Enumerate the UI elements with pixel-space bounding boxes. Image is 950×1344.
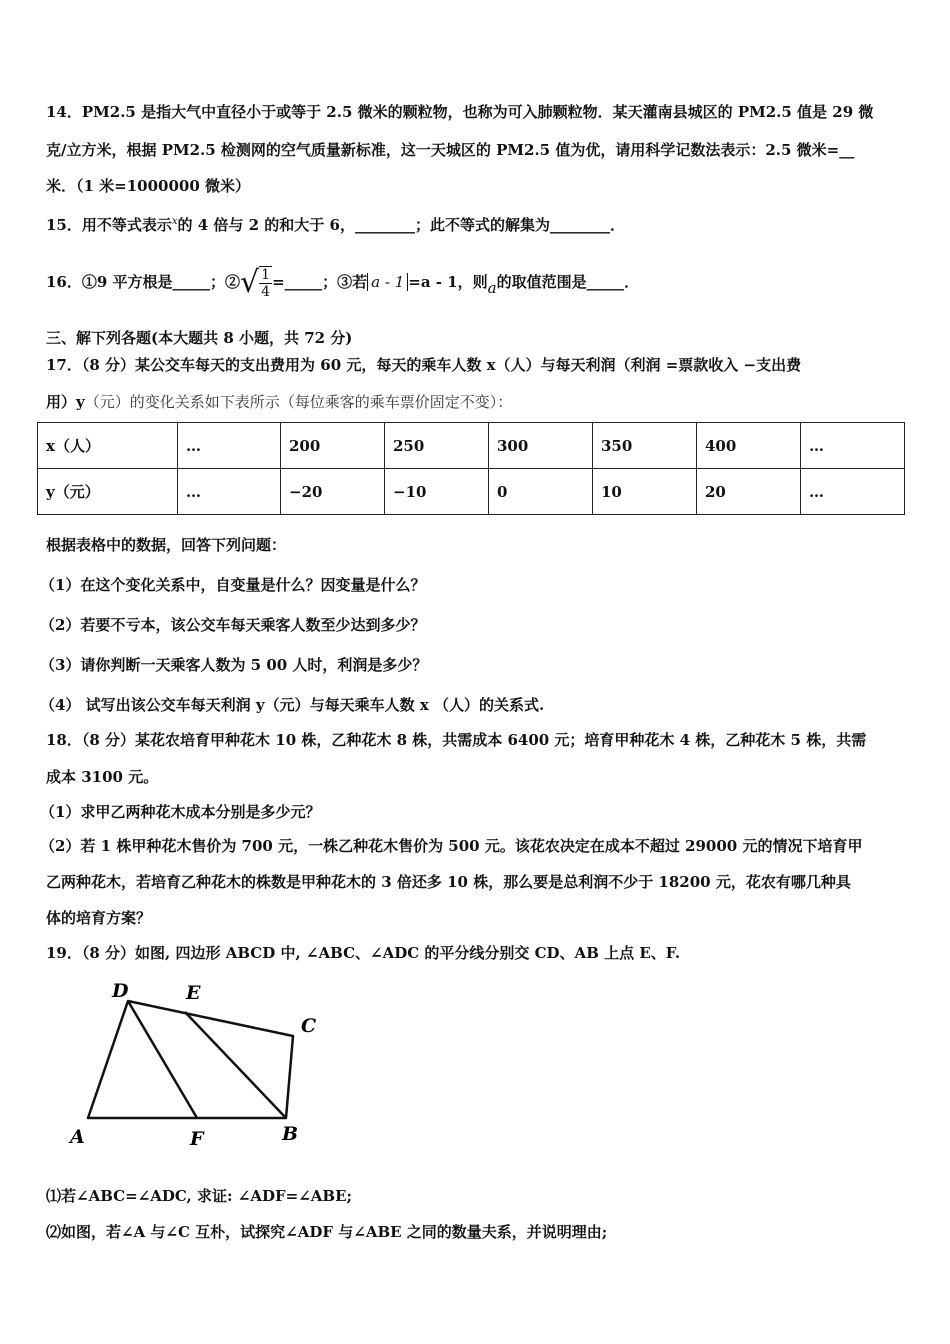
q15 [46, 212, 625, 235]
q15-part1: 15．用不等式表示 [46, 216, 172, 234]
label-f: F [190, 1128, 204, 1150]
q19-sub2: ⑵如图，若∠A 与∠C 互朴，试探究∠ADF 与∠ABE 之同的数量夫系，并说明理由; [46, 1223, 608, 1241]
q16-part3: =a - 1，则 [408, 273, 488, 291]
q17-sub1: （1）在这个变化关系中，自变量是什么？因变量是什么？ [40, 576, 426, 594]
q14-line2: 克/立方米，根据 PM2.5 检测网的空气质量新标准，这一天城区的 PM2.5 值为优，请用科学记数法表示：2.5 微米=__ [46, 141, 855, 159]
q17-sub2: （2）若要不亏本，该公交车每天乘客人数至少达到多少？ [40, 616, 426, 634]
q14-line1: 14．PM2.5 是指大气中直径小于或等于 2.5 微米的颗粒物，也称为可入肺颗粒物．某天灌南县城区的 PM2.5 值是 29 微 [46, 103, 874, 121]
q16 [46, 266, 639, 304]
q18-sub2c: 体的培育方案？ [46, 909, 152, 927]
label-c: C [301, 1015, 317, 1037]
q16-part2: =_____；③若 [272, 273, 368, 291]
section-heading: 三、解下列各题(本大题共 8 小题，共 72 分) [46, 329, 353, 347]
abs-expr: a - 1 [367, 273, 408, 291]
label-d: D [112, 980, 129, 1002]
q18-sub1: （1）求甲乙两种花木成本分别是多少元？ [40, 803, 321, 821]
q16-var: a [487, 279, 497, 297]
label-e: E [186, 982, 201, 1004]
q16-part4: 的取值范围是_____． [496, 273, 640, 291]
q16-part1: 16．①9 平方根是_____；② [46, 273, 241, 291]
q18-line1: 18．（8 分）某花农培育甲种花木 10 株，乙种花木 8 株，共需成本 6400 元；培育甲种花木 4 株，乙种花木 5 株，共需 [46, 731, 867, 749]
q14-line3: 米．（1 米=1000000 微米） [46, 177, 251, 195]
data-table [37, 422, 905, 515]
q18-sub2b: 乙两种花木，若培育乙种花木的株数是甲种花木的 3 倍还多 10 株，那么要是总利润不少于 18200 元，花农有哪几种具 [46, 873, 851, 891]
q17-sub4: （4） 试写出该公交车每天利润 y（元）与每天乘车人数 x （人）的关系式. [40, 696, 545, 714]
q15-part2: 的 4 倍与 2 的和大于 6，________；此不等式的解集为________． [177, 216, 625, 234]
label-b: B [282, 1123, 299, 1145]
q17-intro: 根据表格中的数据，回答下列问题： [46, 536, 287, 554]
label-a: A [70, 1126, 85, 1148]
q17-sub3: （3）请你判断一天乘客人数为 5 00 人时，利润是多少？ [40, 656, 428, 674]
quadrilateral-abcd [88, 1001, 293, 1118]
q17-line1: 17．（8 分）某公交车每天的支出费用为 60 元，每天的乘车人数 x（人）与每天利润（利润 =票款收入 −支出费 [46, 356, 802, 374]
sqrt-sign: √ [240, 265, 260, 300]
q15-var: x [171, 216, 178, 227]
q18-sub2a: （2）若 1 株甲种花木售价为 700 元，一株乙种花木售价为 500 元。该花农决定在成本不超过 29000 元的情况下培育甲 [40, 837, 863, 855]
q18-line2: 成本 3100 元。 [46, 768, 159, 786]
q19-line1: 19．（8 分）如图, 四边形 ABCD 中, ∠ABC、∠ADC 的平分线分别交 CD、AB 上点 E、F. [46, 944, 681, 962]
q19-sub1: ⑴若∠ABC=∠ADC, 求证: ∠ADF=∠ABE; [46, 1187, 353, 1205]
segment-df [128, 1001, 197, 1118]
table-row: x（人） … 200 250 300 350 400 … [38, 423, 905, 469]
fraction: $\frac{1}{4}$ [261, 267, 271, 300]
table-row: y（元） … −20 −10 0 10 20 … [38, 469, 905, 515]
segment-be [185, 1012, 286, 1118]
q17-line2: 用）y（元）的变化关系如下表所示（每位乘客的乘车票价固定不变）： [46, 393, 513, 411]
